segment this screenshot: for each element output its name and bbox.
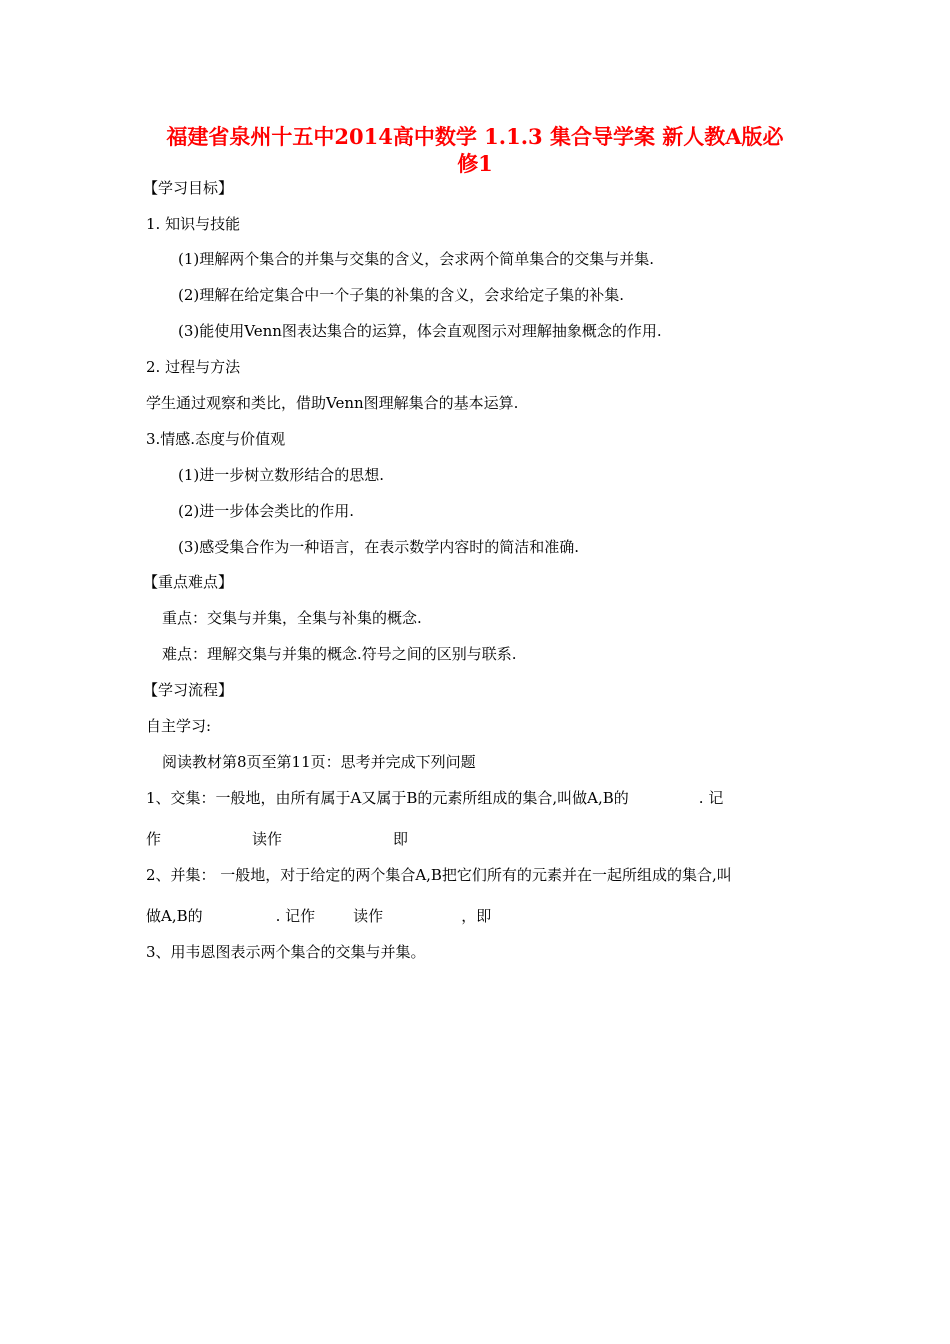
question-2-reading-label: 读作	[353, 907, 384, 925]
document-title-line-2: 修1	[457, 151, 493, 176]
question-1-line-2	[146, 829, 408, 849]
self-study-label: 自主学习:	[146, 717, 212, 735]
emotion-item-3: (3)感受集合作为一种语言，在表示数学内容时的简洁和准确.	[178, 538, 580, 556]
process-header: 2. 过程与方法	[146, 358, 241, 376]
question-1-line-1	[146, 788, 723, 808]
goals-header: 【学习目标】	[143, 179, 234, 197]
question-1-meaning-label: 即	[393, 830, 409, 848]
emotion-header: 3.情感.态度与价值观	[146, 430, 286, 448]
process-text: 学生通过观察和类比，借助Venn图理解集合的基本运算.	[146, 394, 519, 412]
question-2-meaning-label: ，即	[461, 907, 492, 925]
question-1-text: 1、交集：一般地，由所有属于A又属于B的元素所组成的集合,叫做A,B的	[146, 789, 629, 807]
emotion-item-1: (1)进一步树立数形结合的思想.	[178, 466, 385, 484]
key-header: 【重点难点】	[143, 573, 234, 591]
difficult-point: 难点：理解交集与并集的概念.符号之间的区别与联系.	[162, 645, 517, 663]
knowledge-item-3: (3)能使用Venn图表达集合的运算，体会直观图示对理解抽象概念的作用.	[178, 322, 662, 340]
emotion-item-2: (2)进一步体会类比的作用.	[178, 502, 355, 520]
reading-instruction: 阅读教材第8页至第11页：思考并完成下列问题	[162, 753, 476, 771]
knowledge-item-1: (1)理解两个集合的并集与交集的含义，会求两个简单集合的交集与并集.	[178, 250, 655, 268]
question-2-notation-label: . 记作	[275, 907, 316, 925]
knowledge-header: 1. 知识与技能	[146, 215, 241, 233]
question-2-line-2	[146, 906, 491, 926]
question-2-line-1: 2、并集： 一般地，对于给定的两个集合A,B把它们所有的元素并在一起所组成的集合,叫	[146, 866, 732, 884]
question-1-tail: . 记	[698, 789, 724, 807]
document-title-line-1: 福建省泉州十五中2014高中数学 1.1.3 集合导学案 新人教A版必	[166, 124, 784, 149]
question-2-text: 做A,B的	[146, 907, 203, 925]
key-point: 重点：交集与并集，全集与补集的概念.	[162, 609, 422, 627]
question-3: 3、用韦恩图表示两个集合的交集与并集。	[146, 943, 426, 961]
knowledge-item-2: (2)理解在给定集合中一个子集的补集的含义，会求给定子集的补集.	[178, 286, 625, 304]
question-1-notation-label: 作	[146, 830, 162, 848]
question-1-reading-label: 读作	[252, 830, 283, 848]
flow-header: 【学习流程】	[143, 681, 234, 699]
